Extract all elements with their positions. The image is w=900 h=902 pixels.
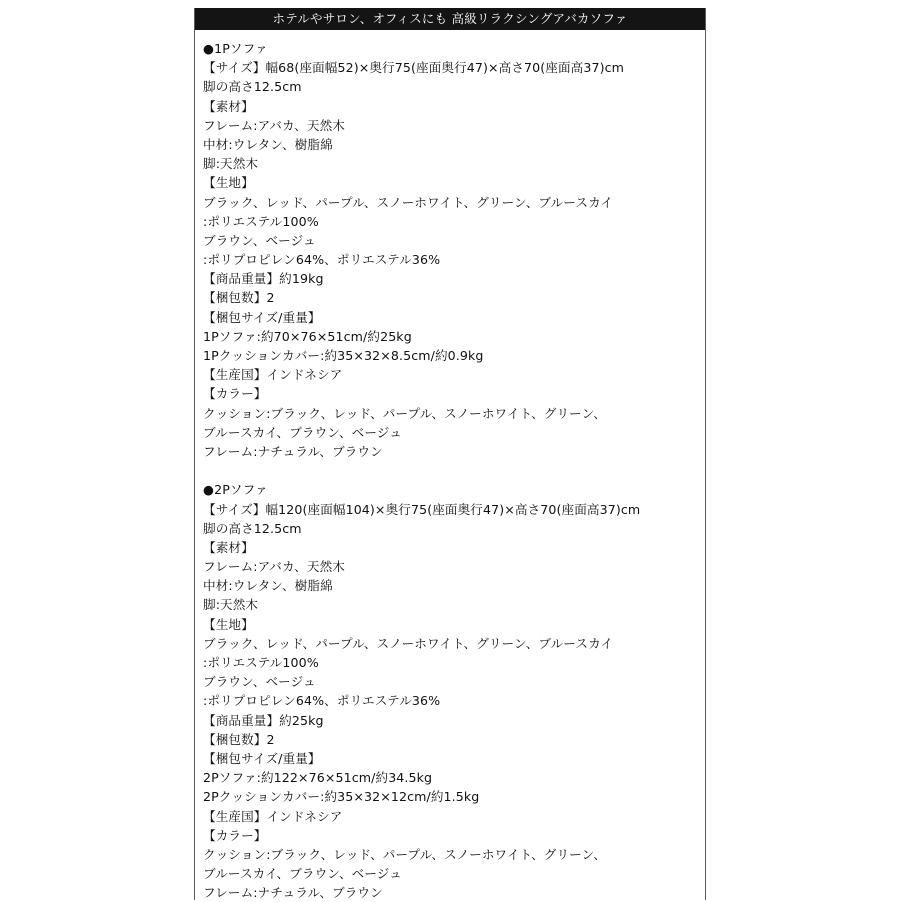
fabric-colors-line: ブラック、レッド、パープル、スノーホワイト、グリーン、ブルースカイ <box>203 635 614 651</box>
cushion-color-line: ブルースカイ、ブラウン、ベージュ <box>203 424 402 440</box>
material-filling-line: 中材:ウレタン、樹脂綿 <box>203 136 333 152</box>
package-size-heading: 【梱包サイズ/重量】 <box>203 309 321 325</box>
color-heading: 【カラー】 <box>203 827 267 843</box>
package-size-line: 2Pクッションカバー:約35×32×12cm/約1.5kg <box>203 789 480 805</box>
fabric-composition-line: :ポリプロピレン64%、ポリエステル36% <box>203 693 441 709</box>
fabric-colors-line: ブラック、レッド、パープル、スノーホワイト、グリーン、ブルースカイ <box>203 194 614 210</box>
country-line: 【生産国】インドネシア <box>203 808 343 824</box>
frame-color-line: フレーム:ナチュラル、ブラウン <box>203 885 383 901</box>
package-count-line: 【梱包数】2 <box>203 731 275 747</box>
fabric-heading: 【生地】 <box>203 616 254 632</box>
package-size-line: 1Pソファ:約70×76×51cm/約25kg <box>203 328 412 344</box>
package-size-line: 1Pクッションカバー:約35×32×8.5cm/約0.9kg <box>203 348 484 363</box>
section-heading: ●2Pソファ <box>203 482 268 498</box>
material-leg-line: 脚:天然木 <box>203 597 259 613</box>
fabric-composition-line: :ポリエステル100% <box>203 213 319 229</box>
material-leg-line: 脚:天然木 <box>203 156 259 172</box>
fabric-colors-line: ブラウン、ベージュ <box>203 674 316 690</box>
spec-header-title: ホテルやサロン、オフィスにも 高級リラクシングアバカソファ <box>195 8 705 30</box>
cushion-color-line: クッション:ブラック、レッド、パープル、スノーホワイト、グリーン、 <box>203 846 606 862</box>
spec-section-1p <box>203 39 705 461</box>
spec-panel <box>194 8 706 900</box>
package-size-line: 2Pソファ:約122×76×51cm/約34.5kg <box>203 770 433 786</box>
weight-line: 【商品重量】約25kg <box>203 712 324 728</box>
spec-body <box>195 30 705 902</box>
material-filling-line: 中材:ウレタン、樹脂綿 <box>203 578 333 594</box>
section-spacer <box>203 461 705 480</box>
cushion-color-line: ブルースカイ、ブラウン、ベージュ <box>203 866 402 882</box>
fabric-heading: 【生地】 <box>203 175 254 191</box>
cushion-color-line: クッション:ブラック、レッド、パープル、スノーホワイト、グリーン、 <box>203 405 606 421</box>
material-heading: 【素材】 <box>203 539 254 555</box>
fabric-composition-line: :ポリプロピレン64%、ポリエステル36% <box>203 252 441 268</box>
section-heading: ●1Pソファ <box>203 41 268 56</box>
material-frame-line: フレーム:アバカ、天然木 <box>203 117 345 133</box>
leg-height-line: 脚の高さ12.5cm <box>203 79 302 95</box>
leg-height-line: 脚の高さ12.5cm <box>203 520 302 536</box>
fabric-composition-line: :ポリエステル100% <box>203 655 319 670</box>
package-count-line: 【梱包数】2 <box>203 290 275 306</box>
fabric-colors-line: ブラウン、ベージュ <box>203 232 316 248</box>
material-heading: 【素材】 <box>203 98 254 114</box>
weight-line: 【商品重量】約19kg <box>203 271 324 287</box>
country-line: 【生産国】インドネシア <box>203 367 343 383</box>
package-size-heading: 【梱包サイズ/重量】 <box>203 750 321 766</box>
spec-section-2p <box>203 480 705 902</box>
frame-color-line: フレーム:ナチュラル、ブラウン <box>203 443 383 459</box>
size-line: 【サイズ】幅120(座面幅104)×奥行75(座面奥行47)×高さ70(座面高37)cm <box>203 501 641 517</box>
material-frame-line: フレーム:アバカ、天然木 <box>203 559 345 575</box>
color-heading: 【カラー】 <box>203 386 267 402</box>
size-line: 【サイズ】幅68(座面幅52)×奥行75(座面奥行47)×高さ70(座面高37)cm <box>203 60 624 76</box>
